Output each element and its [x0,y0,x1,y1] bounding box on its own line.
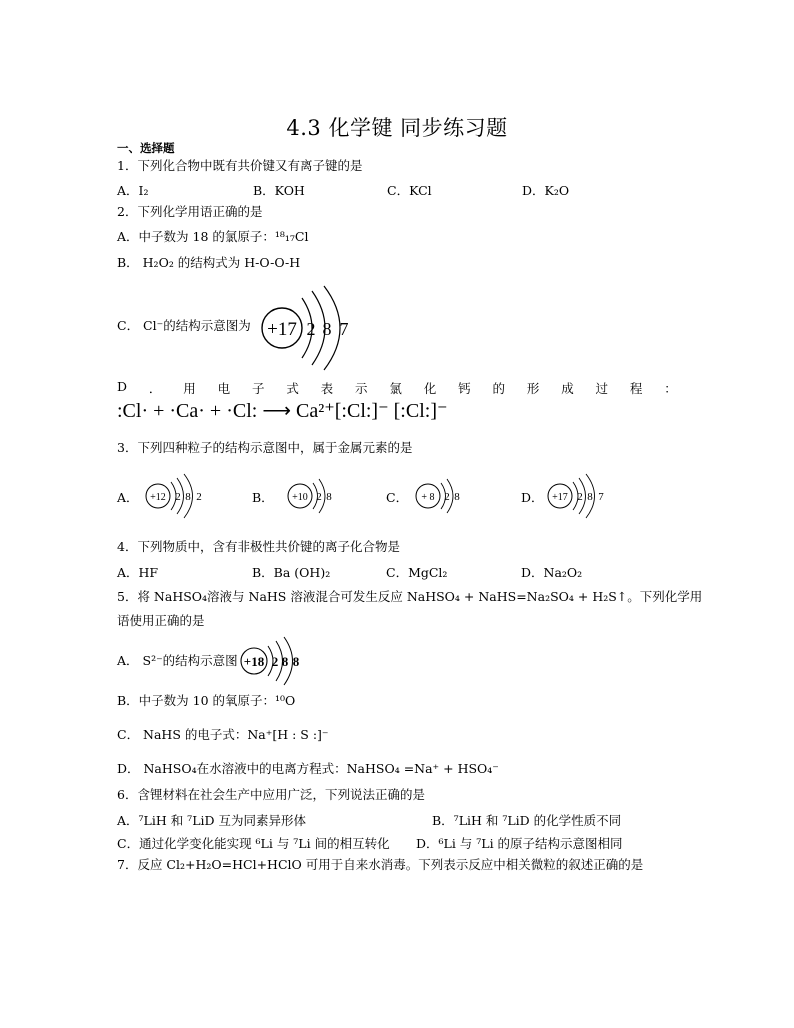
q5-option-d: D． NaHSO₄在水溶液中的电离方程式：NaHSO₄ =Na⁺ + HSO₄⁻ [117,761,499,776]
q4-option-a: A．HF [117,565,159,580]
svg-text:2: 2 [271,654,279,669]
question-5-stem-line-1: 5．将 NaHSO₄溶液与 NaHS 溶液混合可发生反应 NaHSO₄ + NaHS=Na₂SO₄ + H₂S↑。下列化学用 [117,589,703,604]
svg-text:8: 8 [587,491,593,503]
q6-option-c: C．通过化学变化能实现 ⁶Li 与 ⁷Li 间的相互转化 [117,836,390,851]
q6-option-b: B．⁷LiH 和 ⁷LiD 的化学性质不同 [432,813,622,828]
question-2-stem: 2．下列化学用语正确的是 [117,204,263,219]
q4-option-c: C．MgCl₂ [386,565,448,580]
q2-cacl2-formation-equation: :Cl· + ·Ca· + ·Cl: ⟶ Ca²⁺[:Cl:]⁻ [:Cl:]⁻ [117,400,448,422]
q2-option-b: B． H₂O₂ 的结构式为 H-O-O-H [117,255,301,270]
svg-text:+ 8: + 8 [421,492,435,503]
q3-option-b-structure-diagram [286,478,346,514]
q2-option-d-text: D ． 用 电 子 式 表 示 氯 化 钙 的 形 成 过 程 ： [117,379,677,396]
svg-text:8: 8 [326,491,332,503]
q2-shell-3: 7 [339,319,349,339]
q6-option-d: D．⁶Li 与 ⁷Li 的原子结构示意图相同 [416,836,623,851]
question-4-stem: 4．下列物质中，含有非极性共价键的离子化合物是 [117,539,400,554]
q3-option-d-structure-diagram [545,473,615,519]
q6-option-a: A．⁷LiH 和 ⁷LiD 互为同素异形体 [117,813,306,828]
q3-option-a-structure-diagram [143,473,213,519]
svg-text:8: 8 [185,491,191,503]
question-5-stem-line-2: 语使用正确的是 [117,613,205,628]
q4-option-d: D．Na₂O₂ [521,565,583,580]
q5-option-b: B．中子数为 10 的氧原子：¹⁰O [117,693,296,708]
q5-sulfide-ion-structure-diagram [240,636,306,686]
q3-option-a-label: A． [117,490,139,505]
q2-option-a: A．中子数为 18 的氯原子：¹⁸₁₇Cl [117,229,309,244]
svg-text:2: 2 [196,491,202,503]
svg-text:2: 2 [444,491,450,503]
q1-option-b: B．KOH [253,183,305,198]
svg-text:+10: +10 [292,492,308,503]
section-heading: 一、选择题 [117,141,175,155]
question-6-stem: 6．含锂材料在社会生产中应用广泛，下列说法正确的是 [117,787,425,802]
svg-text:+18: +18 [243,654,265,669]
svg-text:8: 8 [281,654,289,669]
svg-text:8: 8 [454,491,460,503]
svg-text:2: 2 [175,491,181,503]
q3-option-d-label: D． [521,490,544,505]
question-7-stem: 7．反应 Cl₂+H₂O=HCl+HClO 可用于自来水消毒。下列表示反应中相关微粒的叙述正确的是 [117,857,644,872]
q3-option-b-label: B． [252,490,274,505]
svg-text:2: 2 [577,491,583,503]
q1-option-c: C．KCl [387,183,432,198]
q1-option-a: A．I₂ [117,183,149,198]
q3-option-c-structure-diagram [414,478,474,514]
q2-shell-1: 2 [306,319,316,339]
q3-option-c-label: C． [386,490,409,505]
svg-text:2: 2 [316,491,322,503]
q2-option-c-text: C． Cl⁻的结构示意图为 [117,318,251,333]
svg-text:+12: +12 [150,492,166,503]
q2-shell-2: 8 [322,319,332,339]
q5-option-a-text: A． S²⁻的结构示意图 [117,653,238,668]
question-1-stem: 1．下列化合物中既有共价键又有离子键的是 [117,158,363,173]
page-title: 4.3 化学键 同步练习题 [286,116,508,140]
q5-option-c: C． NaHS 的电子式：Na⁺[H : S :]⁻ [117,727,329,742]
svg-text:7: 7 [598,491,604,503]
svg-text:+17: +17 [552,492,568,503]
q1-option-d: D．K₂O [522,183,570,198]
svg-text:8: 8 [292,654,300,669]
question-3-stem: 3．下列四种粒子的结构示意图中，属于金属元素的是 [117,440,413,455]
q4-option-b: B．Ba (OH)₂ [252,565,331,580]
q2-chlorine-ion-structure-diagram [258,285,368,371]
q2-nucleus-label: +17 [267,319,297,340]
